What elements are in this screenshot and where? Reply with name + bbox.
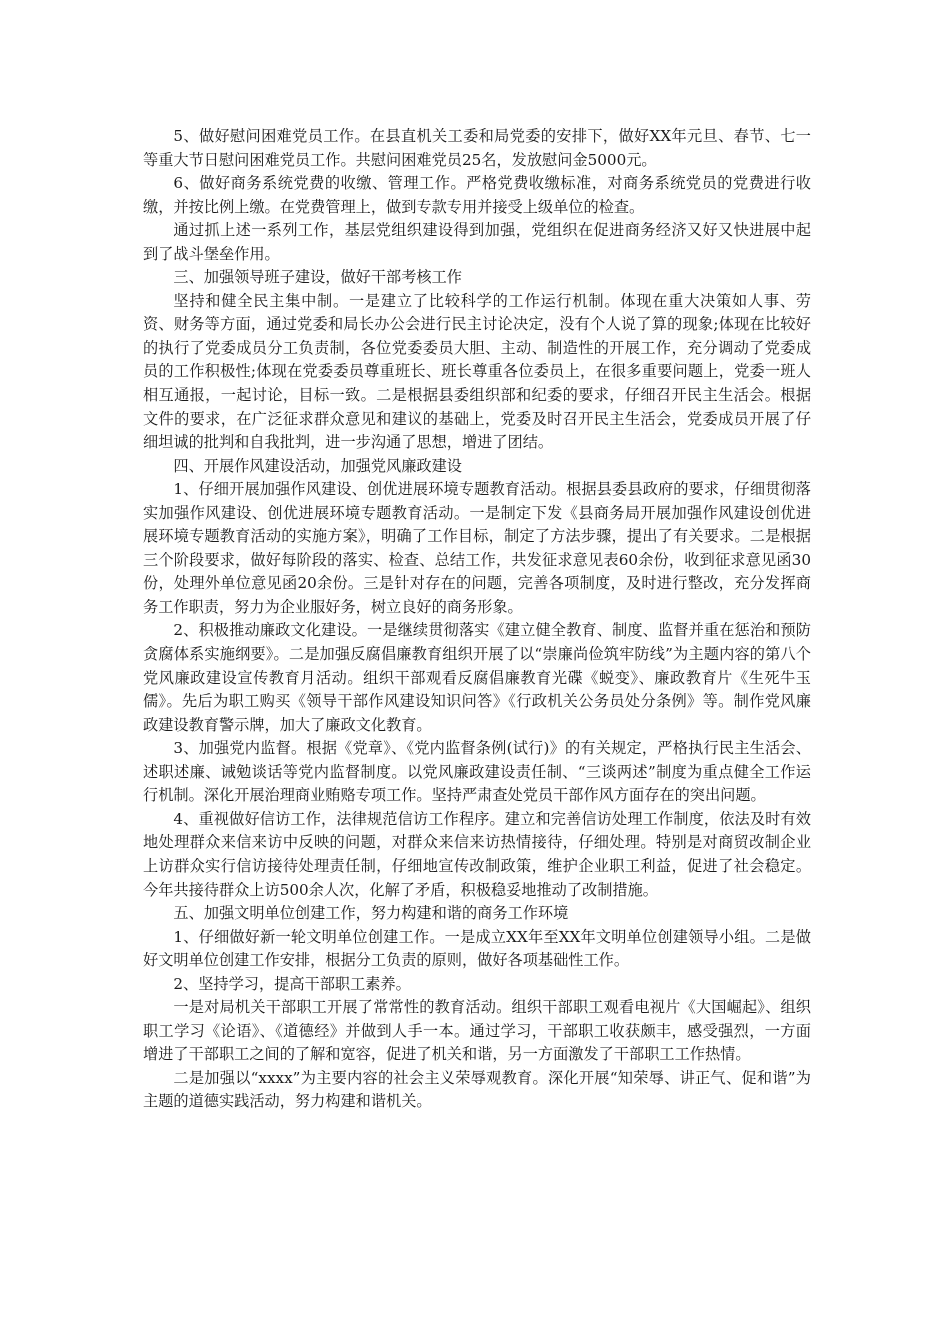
paragraph-item-1-style-building: 1、仔细开展加强作风建设、创优进展环境专题教育活动。根据县委县政府的要求，仔细贯彻落实加强作风建设、创优进展环境专题教育活动。一是制定下发《县商务局开展加强作风建设创优进展环境专题教育活动的实施方案》，明确了工作目标，制定了方法步骤，提出了有关要求。二是根据三个阶段要求，做好每阶段的落实、检查、总结工作，共发征求意见表60余份，收到征求意见函30份，处理外单位意见函20余份。三是针对存在的问题，完善各项制度，及时进行整改，充分发挥商务工作职责，努力为企业服好务，树立良好的商务形象。: [143, 480, 811, 616]
paragraph-item-1-civilized-unit: 1、仔细做好新一轮文明单位创建工作。一是成立XX年至XX年文明单位创建领导小组。二是做好文明单位创建工作安排，根据分工负责的原则，做好各项基础性工作。: [143, 927, 811, 970]
paragraph-democratic-centralism: 坚持和健全民主集中制。一是建立了比较科学的工作运行机制。体现在重大决策如人事、劳资、财务等方面，通过党委和局长办公会进行民主讨论决定，没有个人说了算的现象;体现在比较好的执行了党委成员分工负责制，各位党委委员大胆、主动、制造性的开展工作，充分调动了党委成员的工作积极性;体现在党委委员尊重班长、班长尊重各位委员上，在很多重要问题上，党委一班人相互通报，一起讨论，目标一致。二是根据县委组织部和纪委的要求，仔细召开民主生活会。根据文件的要求，在广泛征求群众意见和建议的基础上，党委及时召开民主生活会，党委成员开展了仔细坦诚的批判和自我批判，进一步沟通了思想，增进了团结。: [143, 291, 811, 452]
paragraph-honor-education: 二是加强以“xxxx”为主要内容的社会主义荣辱观教育。深化开展“知荣辱、讲正气、促和谐”为主题的道德实践活动，努力构建和谐机关。: [143, 1068, 811, 1111]
section-heading-3: 三、加强领导班子建设，做好干部考核工作: [173, 268, 462, 287]
paragraph-item-2-study: 2、坚持学习，提高干部职工素养。: [173, 974, 411, 993]
section-heading-5: 五、加强文明单位创建工作，努力构建和谐的商务工作环境: [173, 904, 569, 923]
section-heading-4: 四、开展作风建设活动，加强党风廉政建设: [173, 456, 462, 475]
paragraph-item-4-petitions: 4、重视做好信访工作，法律规范信访工作程序。建立和完善信访处理工作制度，依法及时有效地处理群众来信来访中反映的问题，对群众来信来访热情接待，仔细处理。特别是对商贸改制企业上访群众实行信访接待处理责任制，仔细地宣传改制政策，维护企业职工利益，促进了社会稳定。今年共接待群众上访500余人次，化解了矛盾，积极稳妥地推动了改制措施。: [143, 809, 811, 899]
paragraph-item-3-internal-supervision: 3、加强党内监督。根据《党章》、《党内监督条例(试行)》的有关规定，严格执行民主生活会、述职述廉、诫勉谈话等党内监督制度。以党风廉政建设责任制、“三谈两述”制度为重点健全工作运行机制。深化开展治理商业贿赂专项工作。坚持严肃查处党员干部作风方面存在的突出问题。: [143, 739, 811, 805]
paragraph-item-6-party-dues: 6、做好商务系统党费的收缴、管理工作。严格党费收缴标准，对商务系统党员的党费进行收缴，并按比例上缴。在党费管理上，做到专款专用并接受上级单位的检查。: [143, 174, 811, 216]
paragraph-summary: 通过抓上述一系列工作，基层党组织建设得到加强，党组织在促进商务经济又好又快进展中起到了战斗堡垒作用。: [143, 221, 811, 263]
paragraph-item-5-consolation: 5、做好慰问困难党员工作。在县直机关工委和局党委的安排下，做好XX年元旦、春节、七一等重大节日慰问困难党员工作。共慰问困难党员25名，发放慰问金5000元。: [143, 127, 811, 169]
paragraph-education-activities: 一是对局机关干部职工开展了常常性的教育活动。组织干部职工观看电视片《大国崛起》、组织职工学习《论语》、《道德经》并做到人手一本。通过学习，干部职工收获颇丰，感受强烈，一方面增进了干部职工之间的了解和宽容，促进了机关和谐，另一方面激发了干部职工工作热情。: [143, 998, 811, 1064]
paragraph-item-2-integrity-culture: 2、积极推动廉政文化建设。一是继续贯彻落实《建立健全教育、制度、监督并重在惩治和预防贪腐体系实施纲要》。二是加强反腐倡廉教育组织开展了以“崇廉尚俭筑牢防线”为主题内容的第八个党风廉政建设宣传教育月活动。组织干部观看反腐倡廉教育光碟《蜕变》、廉政教育片《生死牛玉儒》。先后为职工购买《领导干部作风建设知识问答》《行政机关公务员处分条例》等。制作党风廉政建设教育警示牌，加大了廉政文化教育。: [143, 621, 811, 734]
document-page: [143, 125, 811, 1114]
